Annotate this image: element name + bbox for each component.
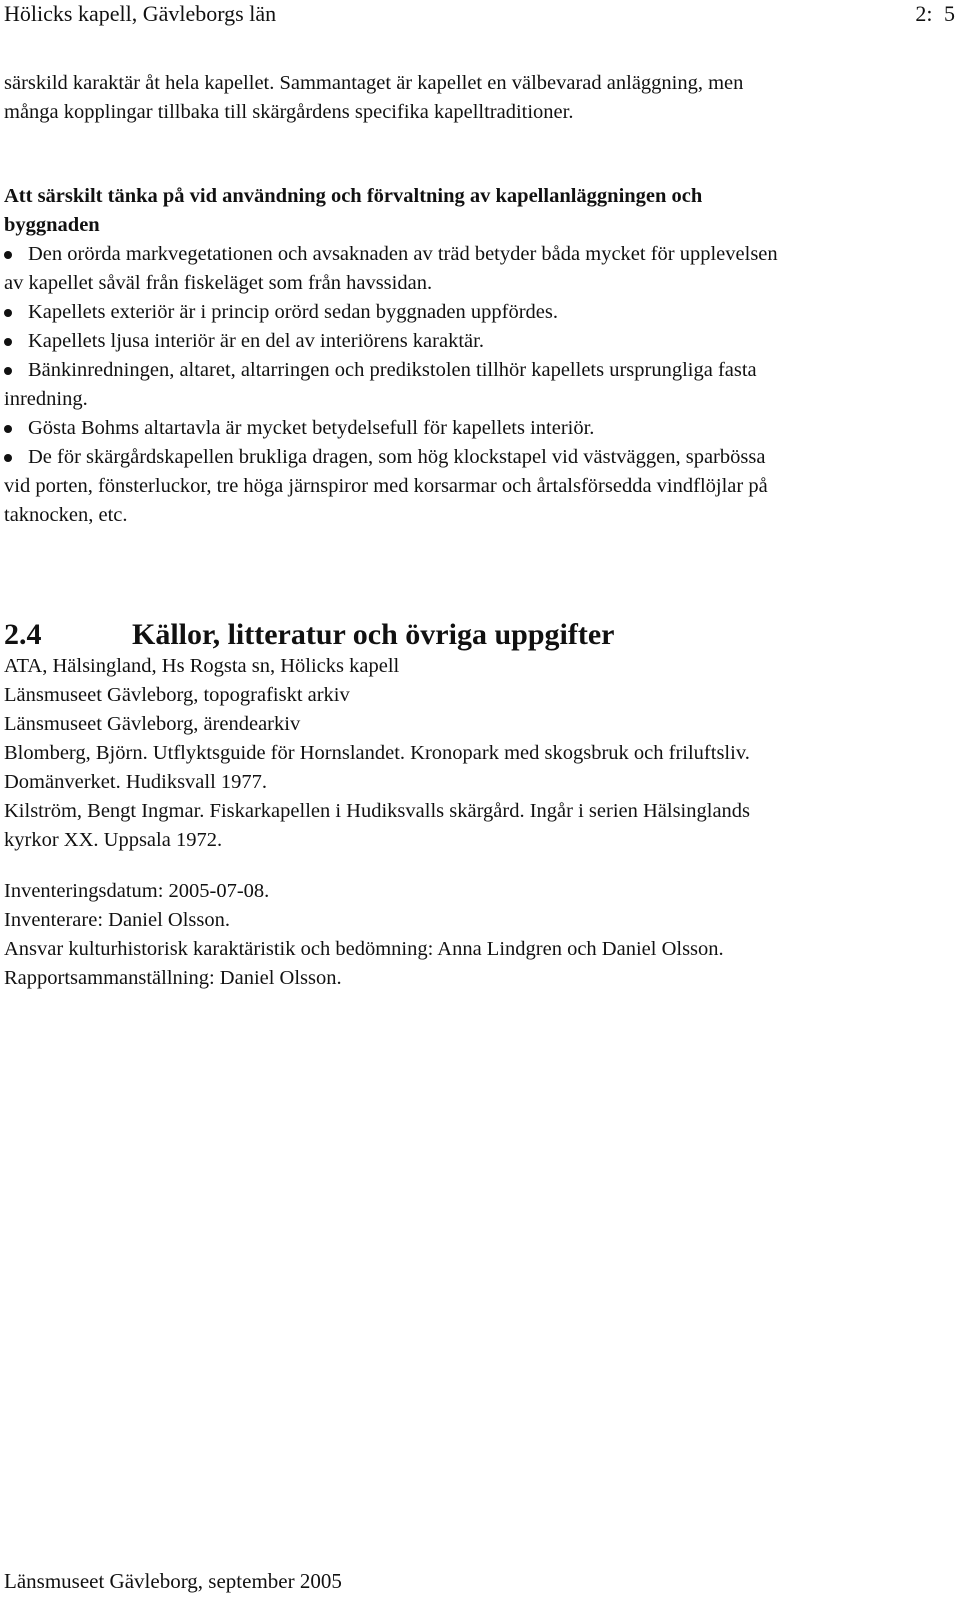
- source-line: Länsmuseet Gävleborg, ärendearkiv: [4, 713, 301, 735]
- bullet-item: [4, 240, 944, 298]
- credits-block: [4, 877, 944, 993]
- header-title: Hölicks kapell, Gävleborgs län: [4, 1, 277, 26]
- bullet-icon: [4, 309, 12, 317]
- bullet-line: Bänkinredningen, altaret, altarringen och predikstolen tillhör kapellets ursprungliga fasta: [28, 359, 757, 381]
- sources-list: [4, 652, 944, 855]
- bullet-item: [4, 356, 944, 414]
- bullet-icon: [4, 454, 12, 462]
- care-heading-line: byggnaden: [4, 214, 100, 236]
- credit-line: Inventeringsdatum: 2005-07-08.: [4, 880, 270, 902]
- bullet-line: inredning.: [4, 388, 88, 410]
- bullet-line: vid porten, fönsterluckor, tre höga järnspiror med korsarmar och årtalsförsedda vindflöjlar på: [4, 475, 768, 497]
- source-line: ATA, Hälsingland, Hs Rogsta sn, Hölicks kapell: [4, 655, 400, 677]
- section-heading: [4, 616, 614, 654]
- bullet-icon: [4, 251, 12, 259]
- care-heading: [4, 182, 944, 240]
- bullet-line: Gösta Bohms altartavla är mycket betydelsefull för kapellets interiör.: [28, 417, 595, 439]
- credit-line: Rapportsammanställning: Daniel Olsson.: [4, 967, 342, 989]
- section-number: 2.4: [4, 618, 42, 651]
- credit-line: Ansvar kulturhistorisk karaktäristik och bedömning: Anna Lindgren och Daniel Olsson.: [4, 938, 724, 960]
- credit-line: Inventerare: Daniel Olsson.: [4, 909, 230, 931]
- intro-line: särskild karaktär åt hela kapellet. Sammantaget är kapellet en välbevarad anläggning, men: [4, 72, 744, 94]
- bullet-line: taknocken, etc.: [4, 504, 128, 526]
- section-title: Källor, litteratur och övriga uppgifter: [132, 618, 615, 651]
- source-line: Domänverket. Hudiksvall 1977.: [4, 771, 268, 793]
- bullet-icon: [4, 367, 12, 375]
- bullet-item: [4, 327, 944, 356]
- bullet-icon: [4, 425, 12, 433]
- footer-text: Länsmuseet Gävleborg, september 2005: [4, 1569, 342, 1593]
- bullet-item: [4, 443, 944, 530]
- bullet-line: Den orörda markvegetationen och avsaknaden av träd betyder båda mycket för upplevelsen: [28, 243, 778, 265]
- bullet-item: [4, 298, 944, 327]
- bullet-item: [4, 414, 944, 443]
- source-line: Kilström, Bengt Ingmar. Fiskarkapellen i Hudiksvalls skärgård. Ingår i serien Hälsinglands: [4, 800, 751, 822]
- bullet-line: Kapellets exteriör är i princip orörd sedan byggnaden uppfördes.: [28, 301, 558, 323]
- source-line: kyrkor XX. Uppsala 1972.: [4, 829, 223, 851]
- source-line: Blomberg, Björn. Utflyktsguide för Hornslandet. Kronopark med skogsbruk och friluftsliv.: [4, 742, 750, 764]
- bullet-line: De för skärgårdskapellen brukliga dragen, som hög klockstapel vid västväggen, sparbössa: [28, 446, 766, 468]
- page-number: 2: 5: [915, 1, 955, 26]
- bullet-line: av kapellet såväl från fiskeläget som från havssidan.: [4, 272, 433, 294]
- bullet-line: Kapellets ljusa interiör är en del av interiörens karaktär.: [28, 330, 484, 352]
- bullet-icon: [4, 338, 12, 346]
- intro-line: många kopplingar tillbaka till skärgårdens specifika kapelltraditioner.: [4, 101, 574, 123]
- care-bullet-list: [4, 240, 944, 530]
- care-heading-line: Att särskilt tänka på vid användning och förvaltning av kapellanläggningen och: [4, 185, 703, 207]
- source-line: Länsmuseet Gävleborg, topografiskt arkiv: [4, 684, 350, 706]
- intro-paragraph: [4, 69, 944, 127]
